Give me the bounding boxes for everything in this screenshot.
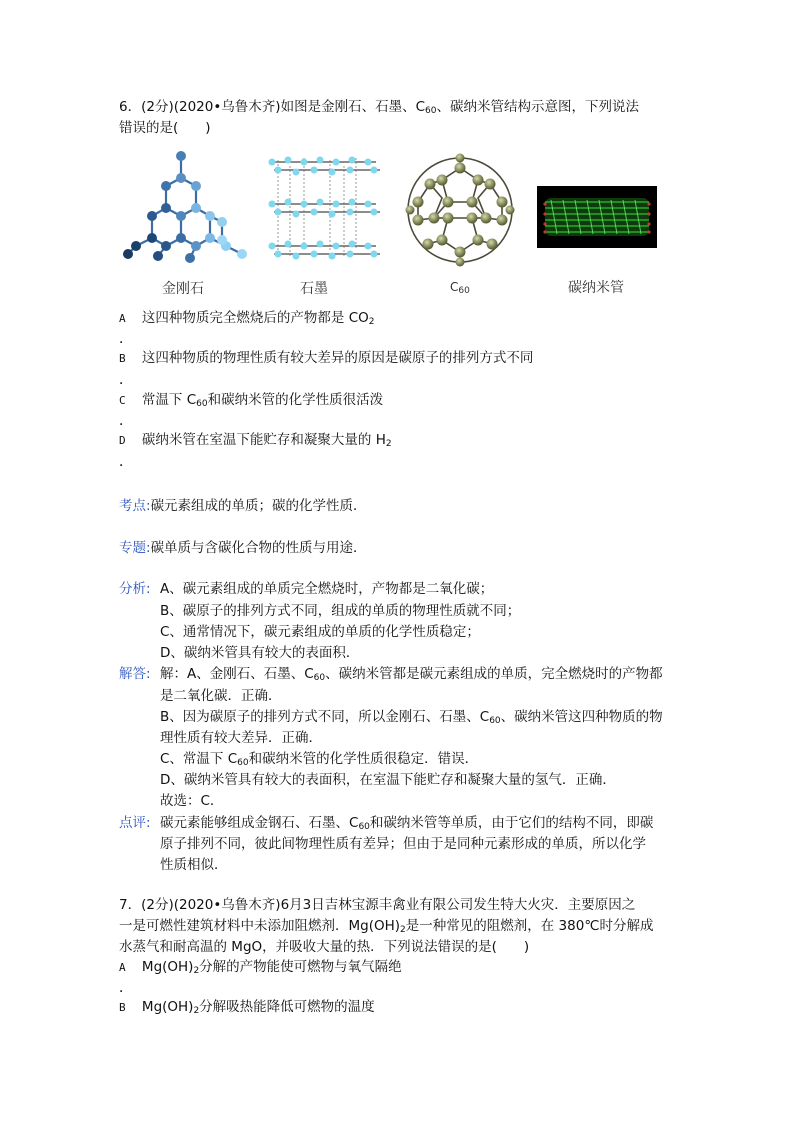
dianping-label: 点评: xyxy=(119,815,151,831)
q6-option-c[interactable] xyxy=(119,390,383,414)
graphite-caption: 石墨 xyxy=(300,281,328,297)
option-dot: ． xyxy=(119,372,133,388)
q6-stem-line1: 6．(2分)(2020•乌鲁木齐)如图是金刚石、石墨、$C_{60}$、碳纳米管结构示意图，下列说法 xyxy=(119,99,639,116)
jieda-label: 解答: xyxy=(119,666,151,682)
option-letter: C xyxy=(119,394,126,407)
option-text: 常温下 $C_{60}$和碳纳米管的化学性质很活泼 xyxy=(141,392,384,409)
fenxi-line: B、碳原子的排列方式不同，组成的单质的物理性质就不同； xyxy=(160,603,521,619)
option-letter: B xyxy=(119,1001,126,1014)
q7-stem-line3: 水蒸气和耐高温的 MgO，并吸收大量的热．下列说法错误的是( ) xyxy=(119,939,530,955)
jieda-line: 解：A、金刚石、石墨、$C_{60}$、碳纳米管都是碳元素组成的单质，完全燃烧时的产物都 xyxy=(160,666,663,683)
q7-stem-line1: 7．(2分)(2020•乌鲁木齐)6月3日吉林宝源丰禽业有限公司发生特大火灾．主要原因之 xyxy=(119,897,636,913)
fenxi-line: D、碳纳米管具有较大的表面积． xyxy=(160,645,360,661)
dianping-line: 性质相似． xyxy=(160,857,228,873)
option-letter: A xyxy=(119,961,126,974)
nanotube-structure-image xyxy=(537,186,657,248)
q6-stem-line2: 错误的是( ) xyxy=(119,120,211,136)
option-letter: D xyxy=(119,434,126,447)
option-dot: ． xyxy=(119,454,133,470)
q7-option-b[interactable] xyxy=(119,997,375,1021)
fenxi-line: A、碳元素组成的单质完全燃烧时，产物都是二氧化碳； xyxy=(160,581,494,597)
graphite-structure-image xyxy=(264,150,384,268)
c60-caption: $C_{60}$ xyxy=(450,280,470,296)
option-letter: B xyxy=(119,352,126,365)
diamond-caption: 金刚石 xyxy=(162,281,204,297)
option-text: 碳纳米管在室温下能贮存和凝聚大量的 H xyxy=(141,432,386,448)
jieda-line: 是二氧化碳．正确． xyxy=(160,688,282,704)
kaodian-row xyxy=(119,494,367,514)
option-letter: A xyxy=(119,312,126,325)
option-text: $Mg(OH)_2$分解吸热能降低可燃物的温度 xyxy=(141,999,375,1016)
zhuanti-label: 专题: xyxy=(119,540,151,556)
option-dot: ． xyxy=(119,980,133,996)
nanotube-caption: 碳纳米管 xyxy=(568,280,624,296)
jieda-line: 故选：C． xyxy=(160,793,224,809)
fenxi-label: 分析: xyxy=(119,581,151,597)
option-dot: ． xyxy=(119,413,133,429)
q7-stem-line2: 一是可燃性建筑材料中未添加阻燃剂．$Mg(OH)_2$是一种常见的阻燃剂，在 380℃时分解成 xyxy=(119,918,654,935)
q6-option-b[interactable] xyxy=(119,348,533,369)
dianping-line: 碳元素能够组成金钢石、石墨、$C_{60}$和碳纳米管等单质，由于它们的结构不同，即碳 xyxy=(160,815,654,832)
dianping-line: 原子排列不同，彼此间物理性质有差异；但由于是同种元素形成的单质，所以化学 xyxy=(160,836,646,852)
jieda-line: B、因为碳原子的排列方式不同，所以金刚石、石墨、$C_{60}$、碳纳米管这四种物质的物 xyxy=(160,709,663,726)
q6-option-a[interactable]: A 这四种物质完全燃烧后的产物都是 $CO_2$ xyxy=(119,310,375,327)
option-text: $Mg(OH)_2$分解的产物能使可燃物与氧气隔绝 xyxy=(141,959,402,976)
option-text: 这四种物质的物理性质有较大差异的原因是碳原子的排列方式不同 xyxy=(141,350,534,366)
kaodian-text: 碳元素组成的单质；碳的化学性质． xyxy=(150,498,367,514)
jieda-line: D、碳纳米管具有较大的表面积，在室温下能贮存和凝聚大量的氢气．正确． xyxy=(160,772,616,788)
option-dot: ． xyxy=(119,331,133,347)
zhuanti-text: 碳单质与含碳化合物的性质与用途． xyxy=(150,540,367,556)
zhuanti-row xyxy=(119,536,367,556)
q6-option-d[interactable]: D 碳纳米管在室温下能贮存和凝聚大量的 $H_2$ xyxy=(119,432,392,449)
c60-structure-image xyxy=(400,150,520,270)
jieda-line: 理性质有较大差异．正确． xyxy=(160,730,322,746)
diamond-structure-image xyxy=(118,148,258,268)
option-text: 这四种物质完全燃烧后的产物都是 CO xyxy=(141,310,369,326)
q7-option-a[interactable] xyxy=(119,957,402,981)
fenxi-line: C、通常情况下，碳元素组成的单质的化学性质稳定； xyxy=(160,624,480,640)
kaodian-label: 考点: xyxy=(119,498,151,514)
jieda-line: C、常温下 $C_{60}$和碳纳米管的化学性质很稳定．错误． xyxy=(160,751,479,768)
